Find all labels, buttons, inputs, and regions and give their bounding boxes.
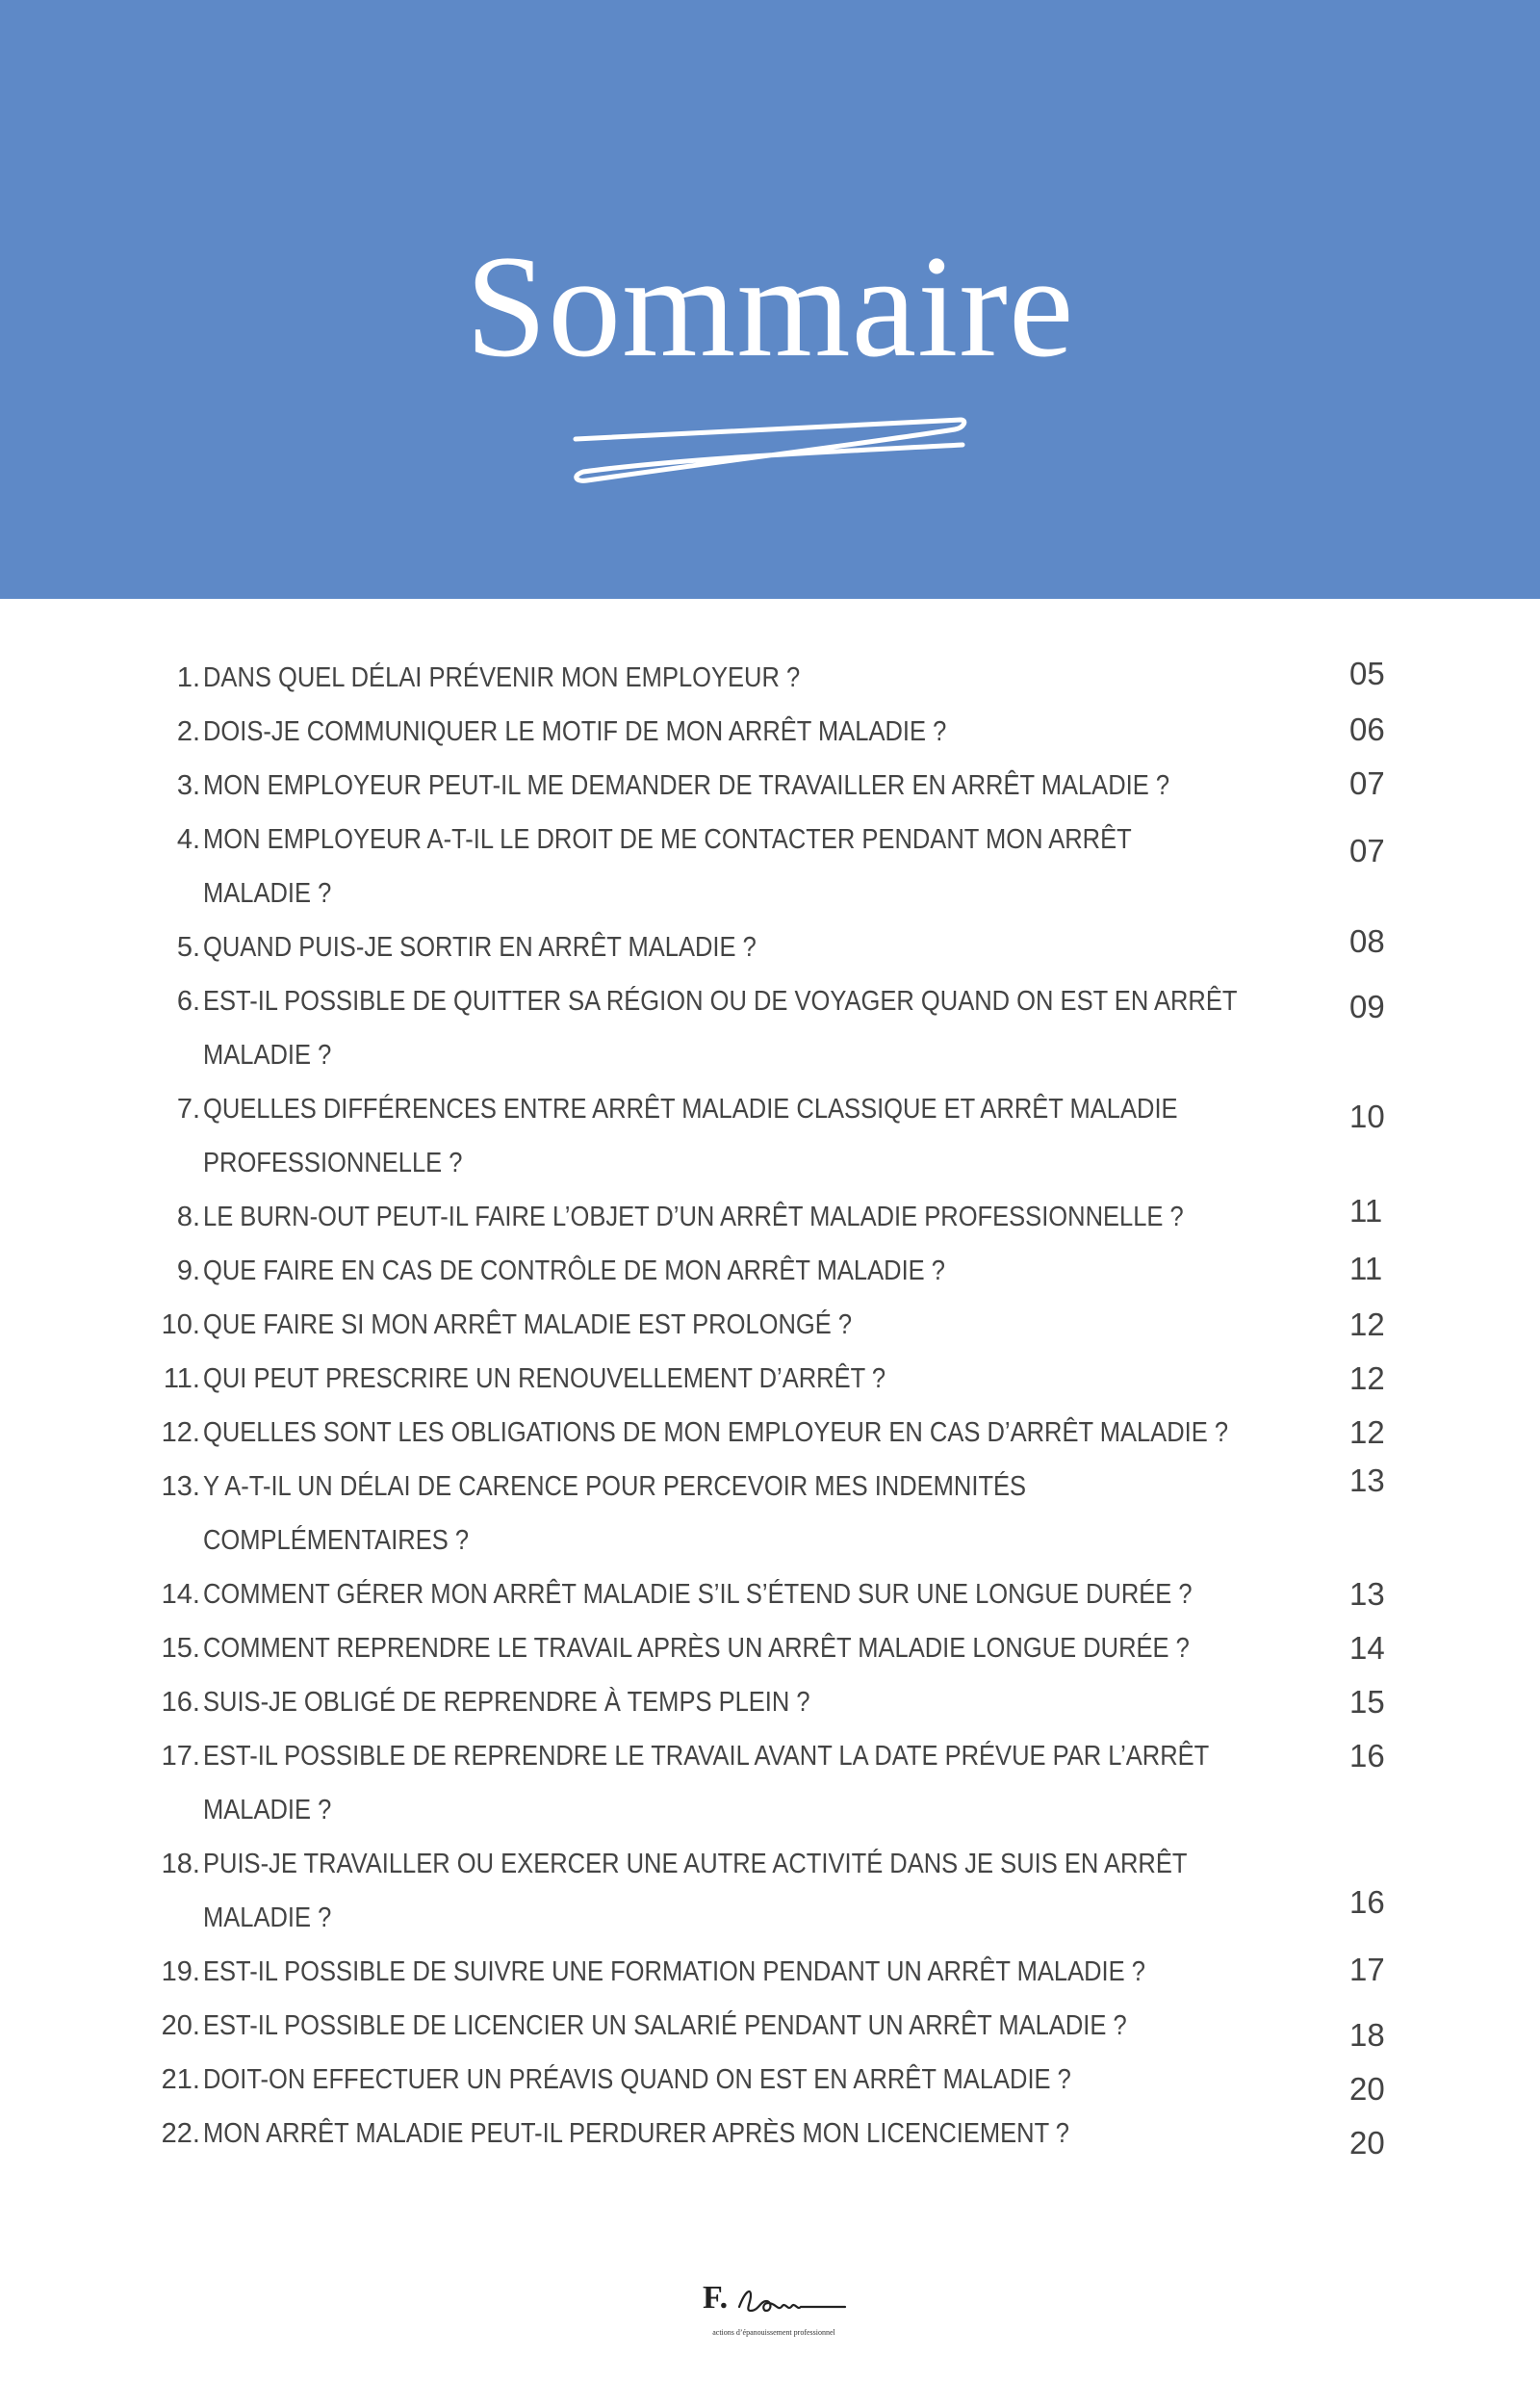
toc-entry-page: 05 xyxy=(1349,656,1385,691)
toc-entry-title-line: DOIS-JE COMMUNIQUER LE MOTIF DE MON ARRÊT MALADIE ? xyxy=(203,716,947,747)
toc-entry-title xyxy=(203,2053,1320,2107)
toc-entry-title xyxy=(203,1082,1320,1190)
toc-entry-title xyxy=(203,1352,1320,1406)
toc-entry-title xyxy=(203,1567,1320,1621)
toc-entry-title xyxy=(203,920,1320,974)
toc-entry-number: 14. xyxy=(161,1579,200,1610)
toc-entry-title-line: Y A-T-IL UN DÉLAI DE CARENCE POUR PERCEVOIR MES INDEMNITÉS xyxy=(203,1471,1027,1502)
toc-entry-title xyxy=(203,1244,1320,1298)
toc-entry-title-line: MALADIE ? xyxy=(203,878,332,909)
toc-entry-page: 13 xyxy=(1349,1576,1385,1612)
logo-letter: F. xyxy=(703,2280,729,2316)
toc-entry-number: 17. xyxy=(161,1741,200,1772)
toc-entry-number: 2. xyxy=(176,716,200,747)
toc-entry-title-line: EST-IL POSSIBLE DE SUIVRE UNE FORMATION PENDANT UN ARRÊT MALADIE ? xyxy=(203,1956,1145,1987)
toc-entry-page: 12 xyxy=(1349,1307,1385,1342)
toc-entry-title-line: QUAND PUIS-JE SORTIR EN ARRÊT MALADIE ? xyxy=(203,932,757,963)
toc-entry-title-line: QUE FAIRE EN CAS DE CONTRÔLE DE MON ARRÊT MALADIE ? xyxy=(203,1255,945,1286)
toc-entry-title-line: DANS QUEL DÉLAI PRÉVENIR MON EMPLOYEUR ? xyxy=(203,662,801,693)
toc-entry-number: 12. xyxy=(161,1417,200,1448)
toc-entry-page: 06 xyxy=(1349,712,1385,747)
toc-entry-title xyxy=(203,651,1320,705)
toc-entry-page: 11 xyxy=(1349,1193,1383,1229)
toc-entry-title-line: MON ARRÊT MALADIE PEUT-IL PERDURER APRÈS MON LICENCIEMENT ? xyxy=(203,2118,1070,2149)
toc-entry-title xyxy=(203,1406,1320,1460)
logo-script-mark xyxy=(735,2282,851,2320)
toc-entry-page: 10 xyxy=(1349,1099,1385,1134)
toc-entry-title xyxy=(203,1675,1320,1729)
toc-entry-title-line: PROFESSIONNELLE ? xyxy=(203,1148,463,1178)
toc-entry-number: 10. xyxy=(161,1309,200,1340)
toc-entry-title-line: COMMENT GÉRER MON ARRÊT MALADIE S’IL S’ÉTEND SUR UNE LONGUE DURÉE ? xyxy=(203,1579,1193,1610)
toc-entry-number: 7. xyxy=(176,1094,200,1125)
toc-entry-page: 11 xyxy=(1349,1251,1383,1286)
toc-entry-title-line: COMPLÉMENTAIRES ? xyxy=(203,1525,470,1556)
toc-entry-title-line: MALADIE ? xyxy=(203,1040,332,1071)
toc-entry-title-line: QUE FAIRE SI MON ARRÊT MALADIE EST PROLONGÉ ? xyxy=(203,1309,853,1340)
toc-entry-page: 09 xyxy=(1349,989,1385,1024)
toc-entry-title xyxy=(203,1298,1320,1352)
toc-entry-title-line: COMMENT REPRENDRE LE TRAVAIL APRÈS UN ARRÊT MALADIE LONGUE DURÉE ? xyxy=(203,1633,1190,1664)
toc-entry-number: 16. xyxy=(161,1687,200,1718)
toc-entry-number: 1. xyxy=(176,662,200,693)
brand-logo xyxy=(697,2280,851,2347)
toc-entry-title-line: MON EMPLOYEUR A-T-IL LE DROIT DE ME CONTACTER PENDANT MON ARRÊT xyxy=(203,824,1132,855)
toc-entry-number: 3. xyxy=(176,770,200,801)
toc-entry-number: 19. xyxy=(161,1956,200,1987)
toc-entry-page: 16 xyxy=(1349,1738,1385,1773)
toc-entry-title-line: DOIT-ON EFFECTUER UN PRÉAVIS QUAND ON EST EN ARRÊT MALADIE ? xyxy=(203,2064,1071,2095)
toc-entry-title xyxy=(203,759,1320,813)
toc-entry-page: 16 xyxy=(1349,1884,1385,1920)
toc-entry-title-line: MON EMPLOYEUR PEUT-IL ME DEMANDER DE TRAVAILLER EN ARRÊT MALADIE ? xyxy=(203,770,1170,801)
toc-entry-title-line: SUIS-JE OBLIGÉ DE REPRENDRE À TEMPS PLEIN ? xyxy=(203,1687,810,1718)
toc-entry-number: 22. xyxy=(161,2118,200,2149)
toc-entry-number: 8. xyxy=(176,1202,200,1232)
toc-entry-page: 14 xyxy=(1349,1630,1385,1666)
toc-entry-title-line: LE BURN-OUT PEUT-IL FAIRE L’OBJET D’UN ARRÊT MALADIE PROFESSIONNELLE ? xyxy=(203,1202,1184,1232)
toc-entry-title-line: MALADIE ? xyxy=(203,1902,332,1933)
toc-entry-number: 21. xyxy=(161,2064,200,2095)
toc-entry-number: 13. xyxy=(161,1471,200,1502)
toc-entry-number: 20. xyxy=(161,2010,200,2041)
toc-entry-number: 18. xyxy=(161,1849,200,1879)
toc-entry-title xyxy=(203,1837,1320,1945)
toc-entry-title-line: PUIS-JE TRAVAILLER OU EXERCER UNE AUTRE ACTIVITÉ DANS JE SUIS EN ARRÊT xyxy=(203,1849,1188,1879)
toc-entry-title-line: QUELLES DIFFÉRENCES ENTRE ARRÊT MALADIE CLASSIQUE ET ARRÊT MALADIE xyxy=(203,1094,1178,1125)
toc-entry-title xyxy=(203,813,1320,920)
toc-entry-title-line: QUELLES SONT LES OBLIGATIONS DE MON EMPLOYEUR EN CAS D’ARRÊT MALADIE ? xyxy=(203,1417,1229,1448)
toc-entry-page: 17 xyxy=(1349,1952,1385,1987)
toc-entry-title xyxy=(203,1190,1320,1244)
page-title: Sommaire xyxy=(465,225,1075,387)
logo-tagline: actions d’épanouissement professionnel xyxy=(712,2328,835,2337)
toc-entry-number: 9. xyxy=(176,1255,200,1286)
toc-entry-page: 07 xyxy=(1349,833,1385,868)
toc-entry-title xyxy=(203,974,1320,1082)
toc-entry-page: 07 xyxy=(1349,765,1385,801)
toc-entry-number: 4. xyxy=(176,824,200,855)
toc-entry-title xyxy=(203,705,1320,759)
toc-entry-title xyxy=(203,1999,1320,2053)
toc-entry-title xyxy=(203,1460,1320,1567)
toc-entry-title-line: EST-IL POSSIBLE DE REPRENDRE LE TRAVAIL AVANT LA DATE PRÉVUE PAR L’ARRÊT xyxy=(203,1741,1210,1772)
toc-entry-page: 20 xyxy=(1349,2071,1385,2107)
toc-entry-number: 6. xyxy=(176,986,200,1017)
toc-entry-title xyxy=(203,1945,1320,1999)
toc-entry-page: 18 xyxy=(1349,2017,1385,2053)
toc-entry-title-line: EST-IL POSSIBLE DE LICENCIER UN SALARIÉ PENDANT UN ARRÊT MALADIE ? xyxy=(203,2010,1127,2041)
toc-entry-page: 20 xyxy=(1349,2125,1385,2161)
toc-entry-page: 12 xyxy=(1349,1414,1385,1450)
toc-entry-title xyxy=(203,1729,1320,1837)
toc-entry-title-line: MALADIE ? xyxy=(203,1795,332,1825)
toc-entry-page: 13 xyxy=(1349,1462,1385,1498)
toc-entry-title xyxy=(203,1621,1320,1675)
toc-entry-title-line: EST-IL POSSIBLE DE QUITTER SA RÉGION OU DE VOYAGER QUAND ON EST EN ARRÊT xyxy=(203,986,1238,1017)
toc-entry-page: 08 xyxy=(1349,923,1385,959)
toc-entry-number: 5. xyxy=(176,932,200,963)
toc-entry-page: 15 xyxy=(1349,1684,1385,1720)
toc-entry-number: 15. xyxy=(161,1633,200,1664)
toc-entry-title-line: QUI PEUT PRESCRIRE UN RENOUVELLEMENT D’ARRÊT ? xyxy=(203,1363,886,1394)
toc-entry-page: 12 xyxy=(1349,1360,1385,1396)
toc-entry-title xyxy=(203,2107,1320,2161)
toc-entry-number: 11. xyxy=(163,1363,200,1394)
